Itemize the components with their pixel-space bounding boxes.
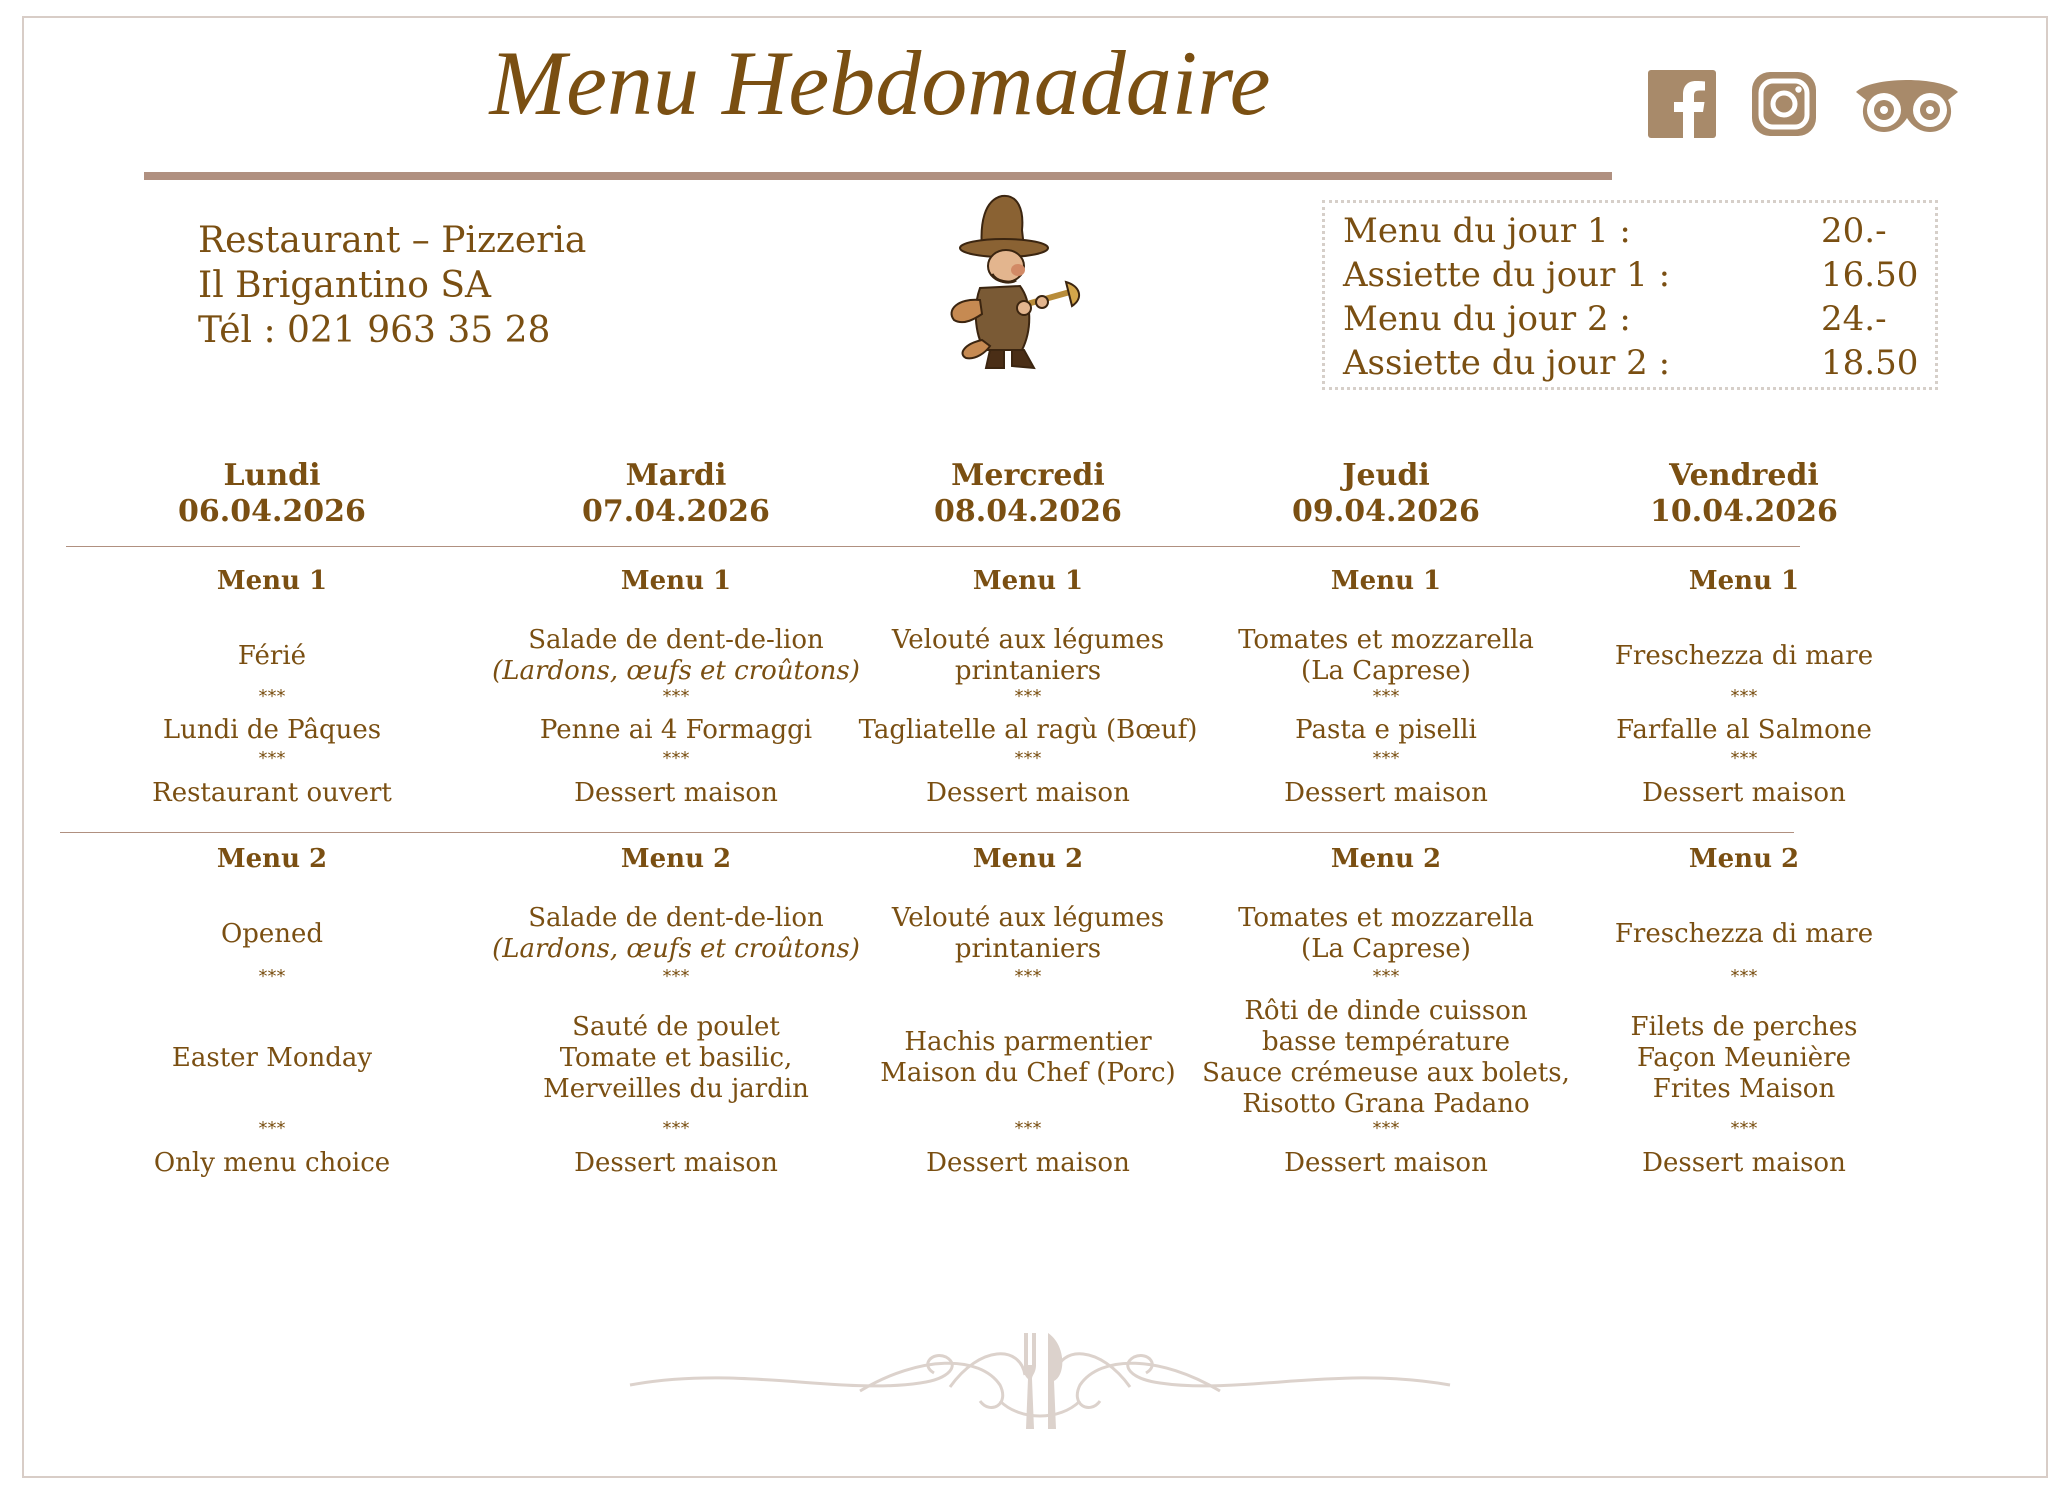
- page-title: Menu Hebdomadaire: [489, 32, 1271, 134]
- day-name: Lundi: [223, 458, 321, 493]
- menu-2-separator: ***: [1730, 1118, 1758, 1139]
- menu-2-main-line: Tomate et basilic,: [559, 1042, 793, 1073]
- menu-2-dessert: Dessert maison: [926, 1148, 1130, 1178]
- menu-2-main-line: Frites Maison: [1652, 1073, 1836, 1104]
- menu-2-main-line: Hachis parmentier: [904, 1027, 1152, 1057]
- menu-1-main: [1176, 715, 1596, 746]
- menu-2-starter: [818, 903, 1238, 965]
- menu-divider: [60, 832, 1794, 833]
- menu-2-main: [818, 1027, 1238, 1089]
- day-date: 06.04.2026: [178, 494, 366, 529]
- menu-2-starter-note: (Lardons, œufs et croûtons): [492, 934, 860, 964]
- restaurant-phone[interactable]: Tél : 021 963 35 28: [198, 310, 551, 351]
- menu-2-separator: ***: [1014, 966, 1042, 987]
- menu-2-separator: ***: [662, 1118, 690, 1139]
- day-date: 08.04.2026: [934, 494, 1122, 529]
- menu-2-main: [1534, 1012, 1954, 1105]
- price-row: [1343, 253, 1917, 297]
- menu-2-separator: ***: [662, 966, 690, 987]
- instagram-icon[interactable]: [1750, 70, 1818, 138]
- menu-1-dessert: Dessert maison: [1642, 778, 1846, 808]
- menu-1-starter: [818, 625, 1238, 687]
- menu-2-label: Menu 2: [972, 844, 1084, 874]
- menu-1-main: [1534, 715, 1954, 746]
- restaurant-info: [198, 218, 586, 353]
- menu-2-separator: ***: [1372, 1118, 1400, 1139]
- menu-1-separator: ***: [1372, 686, 1400, 707]
- menu-2-main: [62, 1043, 482, 1074]
- menu-2-dessert: Only menu choice: [153, 1148, 391, 1178]
- menu-1-starter: [1534, 641, 1954, 672]
- price-row: [1343, 209, 1917, 253]
- menu-2-starter-line: Opened: [220, 918, 324, 949]
- menu-1-starter-line: Salade de dent-de-lion: [528, 625, 824, 655]
- price-label: Assiette du jour 1 :: [1343, 255, 1671, 295]
- price-row: [1343, 297, 1917, 341]
- price-value: 18.50: [1821, 343, 1919, 383]
- menu-2-main-line: Filets de perches: [1630, 1011, 1858, 1042]
- menu-2-label: Menu 2: [1330, 844, 1442, 874]
- menu-1-main-line: Tagliatelle al ragù (Bœuf): [858, 714, 1198, 745]
- price-label: Menu du jour 2 :: [1343, 299, 1631, 339]
- menu-1-main: [818, 715, 1238, 746]
- menu-1-dessert: Dessert maison: [926, 778, 1130, 808]
- menu-1-main-line: Pasta e piselli: [1295, 714, 1477, 745]
- menu-1-starter-line: Freschezza di mare: [1614, 640, 1874, 671]
- menu-1-dessert: Dessert maison: [574, 778, 778, 808]
- menu-1-main-line: Lundi de Pâques: [162, 714, 382, 745]
- cutlery-ornament-icon: [620, 1325, 1460, 1435]
- title-divider: [144, 172, 1612, 180]
- day-date: 10.04.2026: [1650, 494, 1838, 529]
- menu-2-dessert: Dessert maison: [1284, 1148, 1488, 1178]
- menu-1-starter-line: Tomates et mozzarella: [1238, 625, 1534, 655]
- menu-1-starter-note: (Lardons, œufs et croûtons): [492, 656, 860, 686]
- menu-1-label: Menu 1: [1330, 566, 1442, 596]
- price-list: [1322, 200, 1938, 390]
- day-header: [62, 458, 482, 530]
- menu-2-main-line: Rôti de dinde cuisson: [1244, 996, 1528, 1026]
- menu-1-dessert: Restaurant ouvert: [152, 778, 392, 808]
- menu-1-separator: ***: [1014, 686, 1042, 707]
- menu-1-dessert: Dessert maison: [1284, 778, 1488, 808]
- menu-2-starter: [1176, 903, 1596, 965]
- price-label: Assiette du jour 2 :: [1343, 343, 1671, 383]
- menu-2-starter: [62, 919, 482, 950]
- menu-1-separator: ***: [1730, 748, 1758, 769]
- menu-1-separator: ***: [258, 686, 286, 707]
- day-name: Mardi: [625, 458, 727, 493]
- price-value: 20.-: [1821, 211, 1887, 251]
- menu-1-label: Menu 1: [620, 566, 732, 596]
- menu-2-label: Menu 2: [216, 844, 328, 874]
- price-label: Menu du jour 1 :: [1343, 211, 1631, 251]
- menu-1-label: Menu 1: [972, 566, 1084, 596]
- menu-2-separator: ***: [258, 966, 286, 987]
- day-name: Jeudi: [1342, 458, 1430, 493]
- day-name: Vendredi: [1669, 458, 1819, 493]
- menu-1-label: Menu 1: [216, 566, 328, 596]
- menu-1-starter-line: Velouté aux légumes: [891, 625, 1165, 655]
- menu-2-starter-line: (La Caprese): [1301, 934, 1471, 964]
- menu-2-main-line: Façon Meunière: [1636, 1042, 1852, 1073]
- header-divider: [66, 546, 1800, 547]
- day-header: [1534, 458, 1954, 530]
- menu-1-main: [62, 715, 482, 746]
- menu-1-label: Menu 1: [1688, 566, 1800, 596]
- menu-2-separator: ***: [1014, 1118, 1042, 1139]
- menu-2-main-line: Risotto Grana Padano: [1242, 1089, 1530, 1119]
- menu-2-separator: ***: [1372, 966, 1400, 987]
- menu-2-starter-line: Tomates et mozzarella: [1238, 903, 1534, 933]
- price-value: 16.50: [1821, 255, 1919, 295]
- day-name: Mercredi: [951, 458, 1105, 493]
- menu-2-main-line: Maison du Chef (Porc): [880, 1058, 1176, 1088]
- day-header: [1176, 458, 1596, 530]
- menu-1-main-line: Farfalle al Salmone: [1616, 714, 1872, 745]
- menu-2-main-line: basse température: [1262, 1027, 1510, 1057]
- restaurant-name: Il Brigantino SA: [198, 265, 491, 306]
- menu-2-dessert: Dessert maison: [1642, 1148, 1846, 1178]
- brigand-mascot-image: [920, 190, 1100, 370]
- tripadvisor-icon[interactable]: [1852, 70, 1962, 138]
- menu-1-starter-line: Férié: [237, 640, 307, 671]
- day-date: 07.04.2026: [582, 494, 770, 529]
- menu-2-starter-line: Freschezza di mare: [1614, 918, 1874, 949]
- menu-2-main-line: Sauce crémeuse aux bolets,: [1202, 1058, 1570, 1088]
- menu-2-dessert: Dessert maison: [574, 1148, 778, 1178]
- menu-2-starter-line: Salade de dent-de-lion: [528, 903, 824, 933]
- facebook-icon[interactable]: [1648, 70, 1716, 138]
- menu-1-separator: ***: [662, 748, 690, 769]
- price-row: [1343, 341, 1917, 385]
- social-links: [1648, 70, 1962, 138]
- menu-2-main: [1176, 996, 1596, 1120]
- day-header: [818, 458, 1238, 530]
- menu-2-main-line: Easter Monday: [171, 1042, 373, 1073]
- menu-1-separator: ***: [1014, 748, 1042, 769]
- menu-2-main-line: Sauté de poulet: [572, 1011, 780, 1042]
- menu-2-starter: [1534, 919, 1954, 950]
- menu-2-starter-line: printaniers: [954, 934, 1102, 964]
- menu-1-starter-line: printaniers: [954, 656, 1102, 686]
- menu-1-starter: [62, 641, 482, 672]
- restaurant-type: Restaurant – Pizzeria: [198, 220, 587, 261]
- menu-1-starter-line: (La Caprese): [1301, 656, 1471, 686]
- menu-1-separator: ***: [662, 686, 690, 707]
- menu-2-starter-line: Velouté aux légumes: [891, 903, 1165, 933]
- menu-1-starter: [1176, 625, 1596, 687]
- day-date: 09.04.2026: [1292, 494, 1480, 529]
- menu-2-label: Menu 2: [1688, 844, 1800, 874]
- menu-2-separator: ***: [258, 1118, 286, 1139]
- menu-2-label: Menu 2: [620, 844, 732, 874]
- menu-1-separator: ***: [1730, 686, 1758, 707]
- menu-2-main-line: Merveilles du jardin: [543, 1073, 809, 1104]
- menu-2-separator: ***: [1730, 966, 1758, 987]
- menu-1-main-line: Penne ai 4 Formaggi: [539, 714, 813, 745]
- menu-1-separator: ***: [1372, 748, 1400, 769]
- price-value: 24.-: [1821, 299, 1887, 339]
- menu-1-separator: ***: [258, 748, 286, 769]
